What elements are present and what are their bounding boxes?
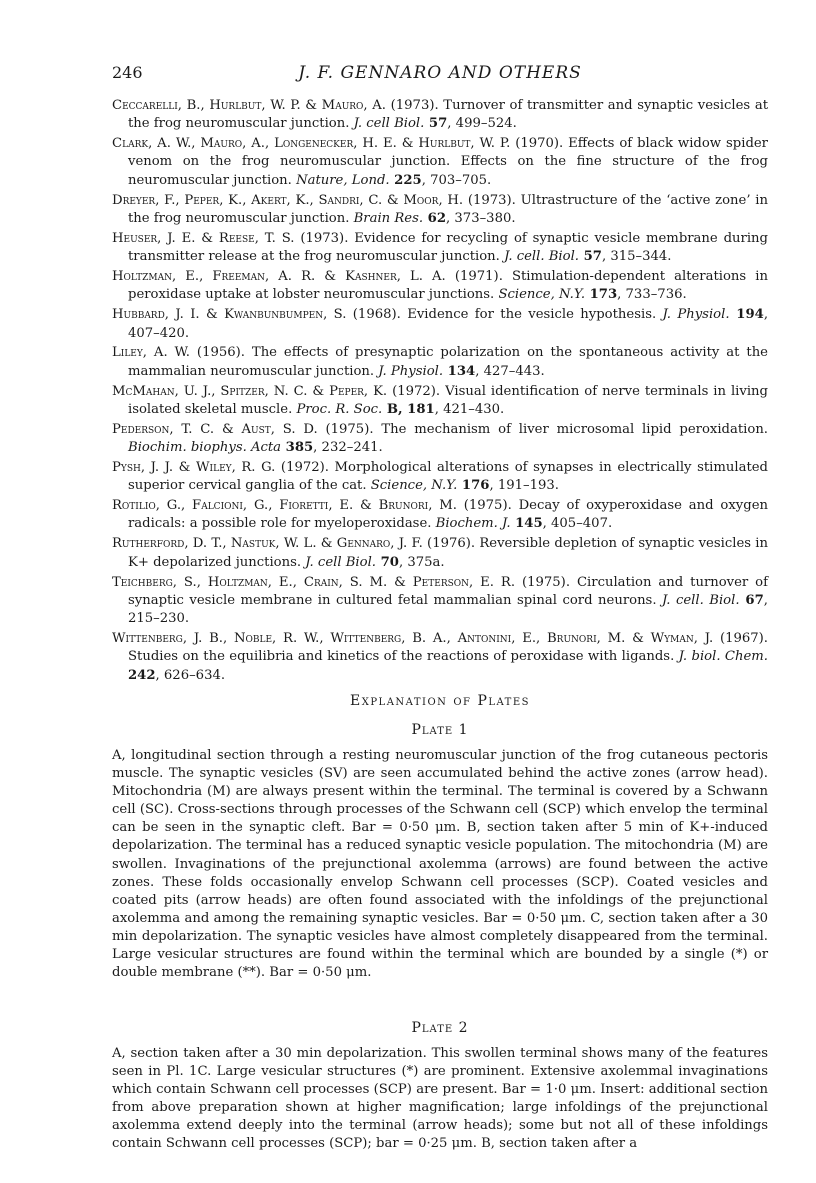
reference-authors: Liley, A. W. xyxy=(112,345,190,361)
reference-list xyxy=(112,97,768,687)
reference-journal: Science, N.Y. xyxy=(370,478,458,494)
reference-pages: , 232–241. xyxy=(313,440,383,456)
reference-item xyxy=(112,421,768,458)
reference-title: (1973). Evidence for recycling of synaptic vesicle membrane during transmitter release at the frog neuromuscular junction. xyxy=(128,230,768,265)
reference-authors: McMahan, U. J., Spitzer, N. C. & Peper, K. xyxy=(112,383,388,399)
reference-journal: J. cell. Biol. xyxy=(662,592,740,608)
page-number: 246 xyxy=(112,63,143,82)
reference-volume: B, 181 xyxy=(382,401,435,417)
reference-pages: , 733–736. xyxy=(617,287,687,303)
reference-volume: 57 xyxy=(424,116,448,132)
reference-journal: Biochem. J. xyxy=(435,516,511,532)
reference-journal: J. cell Biol. xyxy=(353,116,425,132)
reference-pages: , 373–380. xyxy=(446,210,516,226)
reference-title: (1975). Circulation and turnover of synaptic vesicle membrane in cultured fetal mammalian spinal cord neurons. xyxy=(128,574,768,608)
section-heading-explanation: Explanation of Plates xyxy=(349,693,530,709)
reference-title: (1973). Turnover of transmitter and synaptic vesicles at the frog neuromuscular junction. xyxy=(128,98,768,132)
plate-1-caption: A, longitudinal section through a resting neuromuscular junction of the frog cutaneous pectoris muscle. The synaptic vesicles (SV) are seen accumulated behind the active zones (arrow head). Mitochondria (M) are always present within the terminal. The terminal is covered by a Schwann cell (SC). Cross-sections through processes of the Schwann cell (SCP) which envelop the terminal can be seen in the synaptic cleft. Bar = 0·50 μm. B, section taken after 5 min of K+-induced depolarization. The terminal has a reduced synaptic vesicle population. The mitochondria (M) are swollen. Invaginations of the prejunctional axolemma (arrows) are found between the active zones. These folds occasionally envelop Schwann cell processes (SCP). Coated vesicles and coated pits (arrow heads) are often found associated with the infoldings of the prejunctional axolemma and among the remaining synaptic vesicles. Bar = 0·50 μm. C, section taken after a 30 min depolarization. The synaptic vesicles have almost completely disappeared from the terminal. Large vesicular structures are found within the terminal which are bounded by a single (*) or double membrane (**). Bar = 0·50 μm. xyxy=(112,748,768,981)
reference-authors: Wittenberg, J. B., Noble, R. W., Wittenberg, B. A., Antonini, E., Brunori, M. & Wyman, J. xyxy=(112,631,714,647)
reference-authors: Pederson, T. C. & Aust, S. D. xyxy=(112,421,318,437)
reference-item xyxy=(112,535,768,572)
reference-pages: , 427–443. xyxy=(475,363,545,379)
reference-journal: J. cell Biol. xyxy=(305,554,377,570)
reference-item xyxy=(112,97,768,134)
plate-2-caption: A, section taken after a 30 min depolarization. This swollen terminal shows many of the features seen in Pl. 1C. Large vesicular structures (*) are prominent. Extensive axolemmal invaginations which contain Schwann cell processes (SCP) are present. Bar = 1·0 μm. Insert: additional section from above preparation shown at higher magnification; large infoldings of the prejunctional axolemma extend deeply into the terminal (arrow heads); some but not all of these infoldings contain Schwann cell processes (SCP); bar = 0·25 μm. B, section taken after a xyxy=(112,1046,768,1152)
reference-item xyxy=(112,192,768,229)
reference-title: (1972). Visual identification of nerve terminals in living isolated skeletal muscle. xyxy=(128,383,768,417)
reference-pages: , 315–344. xyxy=(601,249,672,265)
reference-volume: 62 xyxy=(423,210,447,226)
reference-volume: 145 xyxy=(510,516,543,532)
reference-volume: 385 xyxy=(281,440,314,456)
plate-1-heading: Plate 1 xyxy=(411,722,469,738)
reference-volume: 225 xyxy=(389,172,422,188)
reference-title: (1972). Morphological alterations of synapses in electrically stimulated superior cervical ganglia of the cat. xyxy=(128,459,768,494)
reference-journal: Proc. R. Soc. xyxy=(296,401,383,417)
reference-pages: , 375a. xyxy=(398,554,445,570)
reference-title: (1968). Evidence for the vesicle hypothesis. xyxy=(346,307,663,323)
reference-authors: Hubbard, J. I. & Kwanbunbumpen, S. xyxy=(112,307,347,323)
reference-volume: 242 xyxy=(128,667,156,683)
reference-title: (1973). Ultrastructure of the ‘active zone’ in the frog neuromuscular junction. xyxy=(128,192,768,226)
reference-item xyxy=(112,574,768,629)
reference-title: (1975). Decay of oxyperoxidase and oxygen radicals: a possible role for myeloperoxidase. xyxy=(128,498,768,532)
reference-authors: Pysh, J. J. & Wiley, R. G. xyxy=(112,459,276,475)
reference-journal: Science, N.Y. xyxy=(498,287,586,303)
reference-item xyxy=(112,497,768,534)
reference-title: (1975). The mechanism of liver microsomal lipid peroxidation. xyxy=(317,421,768,437)
reference-title: (1970). Effects of black widow spider venom on the frog neuromuscular junction. Effects on the fine structure of the frog neuromuscular junction. xyxy=(128,136,768,188)
reference-journal: J. cell. Biol. xyxy=(504,249,579,265)
reference-pages: , 626–634. xyxy=(155,667,226,683)
reference-pages: , 215–230. xyxy=(128,592,768,627)
page-header xyxy=(112,62,768,92)
reference-authors: Teichberg, S., Holtzman, E., Crain, S. M. & Peterson, E. R. xyxy=(112,574,516,590)
reference-pages: , 703–705. xyxy=(421,172,492,188)
reference-authors: Ceccarelli, B., Hurlbut, W. P. & Mauro, A. xyxy=(112,98,386,113)
reference-authors: Holtzman, E., Freeman, A. R. & Kashner, L. A. xyxy=(112,269,446,285)
reference-title: (1956). The effects of presynaptic polarization on the spontaneous activity at the mammalian neuromuscular junction. xyxy=(128,345,768,379)
reference-item xyxy=(112,230,768,267)
running-head: J. F. GENNARO AND OTHERS xyxy=(298,63,582,83)
reference-volume: 67 xyxy=(739,592,764,608)
reference-volume: 173 xyxy=(585,287,618,303)
reference-volume: 134 xyxy=(443,363,476,379)
reference-title: (1967). Studies on the equilibria and kinetics of the reactions of peroxidase with ligands. xyxy=(128,631,768,665)
reference-journal: Nature, Lond. xyxy=(296,172,390,188)
reference-pages: , 191–193. xyxy=(489,478,559,494)
reference-volume: 194 xyxy=(729,307,764,323)
plate-2-heading: Plate 2 xyxy=(411,1020,469,1036)
reference-authors: Rutherford, D. T., Nastuk, W. L. & Gennaro, J. F. xyxy=(112,536,423,552)
reference-pages: , 405–407. xyxy=(542,516,613,532)
reference-journal: J. Physiol. xyxy=(662,307,730,323)
reference-pages: , 421–430. xyxy=(434,401,505,417)
reference-journal: J. Physiol. xyxy=(378,363,444,379)
reference-volume: 57 xyxy=(578,249,602,265)
reference-item xyxy=(112,459,768,496)
reference-volume: 70 xyxy=(376,554,399,570)
reference-authors: Dreyer, F., Peper, K., Akert, K., Sandri, C. & Moor, H. xyxy=(112,192,464,208)
reference-pages: , 499–524. xyxy=(447,116,517,132)
reference-journal: Brain Res. xyxy=(353,210,424,226)
reference-pages: , 407–420. xyxy=(128,307,769,341)
reference-item xyxy=(112,135,768,190)
reference-item xyxy=(112,268,768,305)
reference-authors: Clark, A. W., Mauro, A., Longenecker, H. E. & Hurlbut, W. P. xyxy=(112,136,511,152)
reference-item xyxy=(112,306,768,343)
reference-authors: Rotilio, G., Falcioni, G., Fioretti, E. & Brunori, M. xyxy=(112,498,457,514)
reference-journal: Biochim. biophys. Acta xyxy=(128,440,282,456)
reference-title: (1976). Reversible depletion of synaptic vesicles in K+ depolarized junctions. xyxy=(128,536,768,570)
reference-authors: Heuser, J. E. & Reese, T. S. xyxy=(112,230,295,246)
reference-title: (1971). Stimulation-dependent alterations in peroxidase uptake at lobster neuromuscular junctions. xyxy=(128,269,768,303)
reference-item xyxy=(112,344,768,381)
reference-volume: 176 xyxy=(457,478,490,494)
reference-item xyxy=(112,383,768,420)
reference-journal: J. biol. Chem. xyxy=(678,649,768,665)
reference-item xyxy=(112,630,768,685)
